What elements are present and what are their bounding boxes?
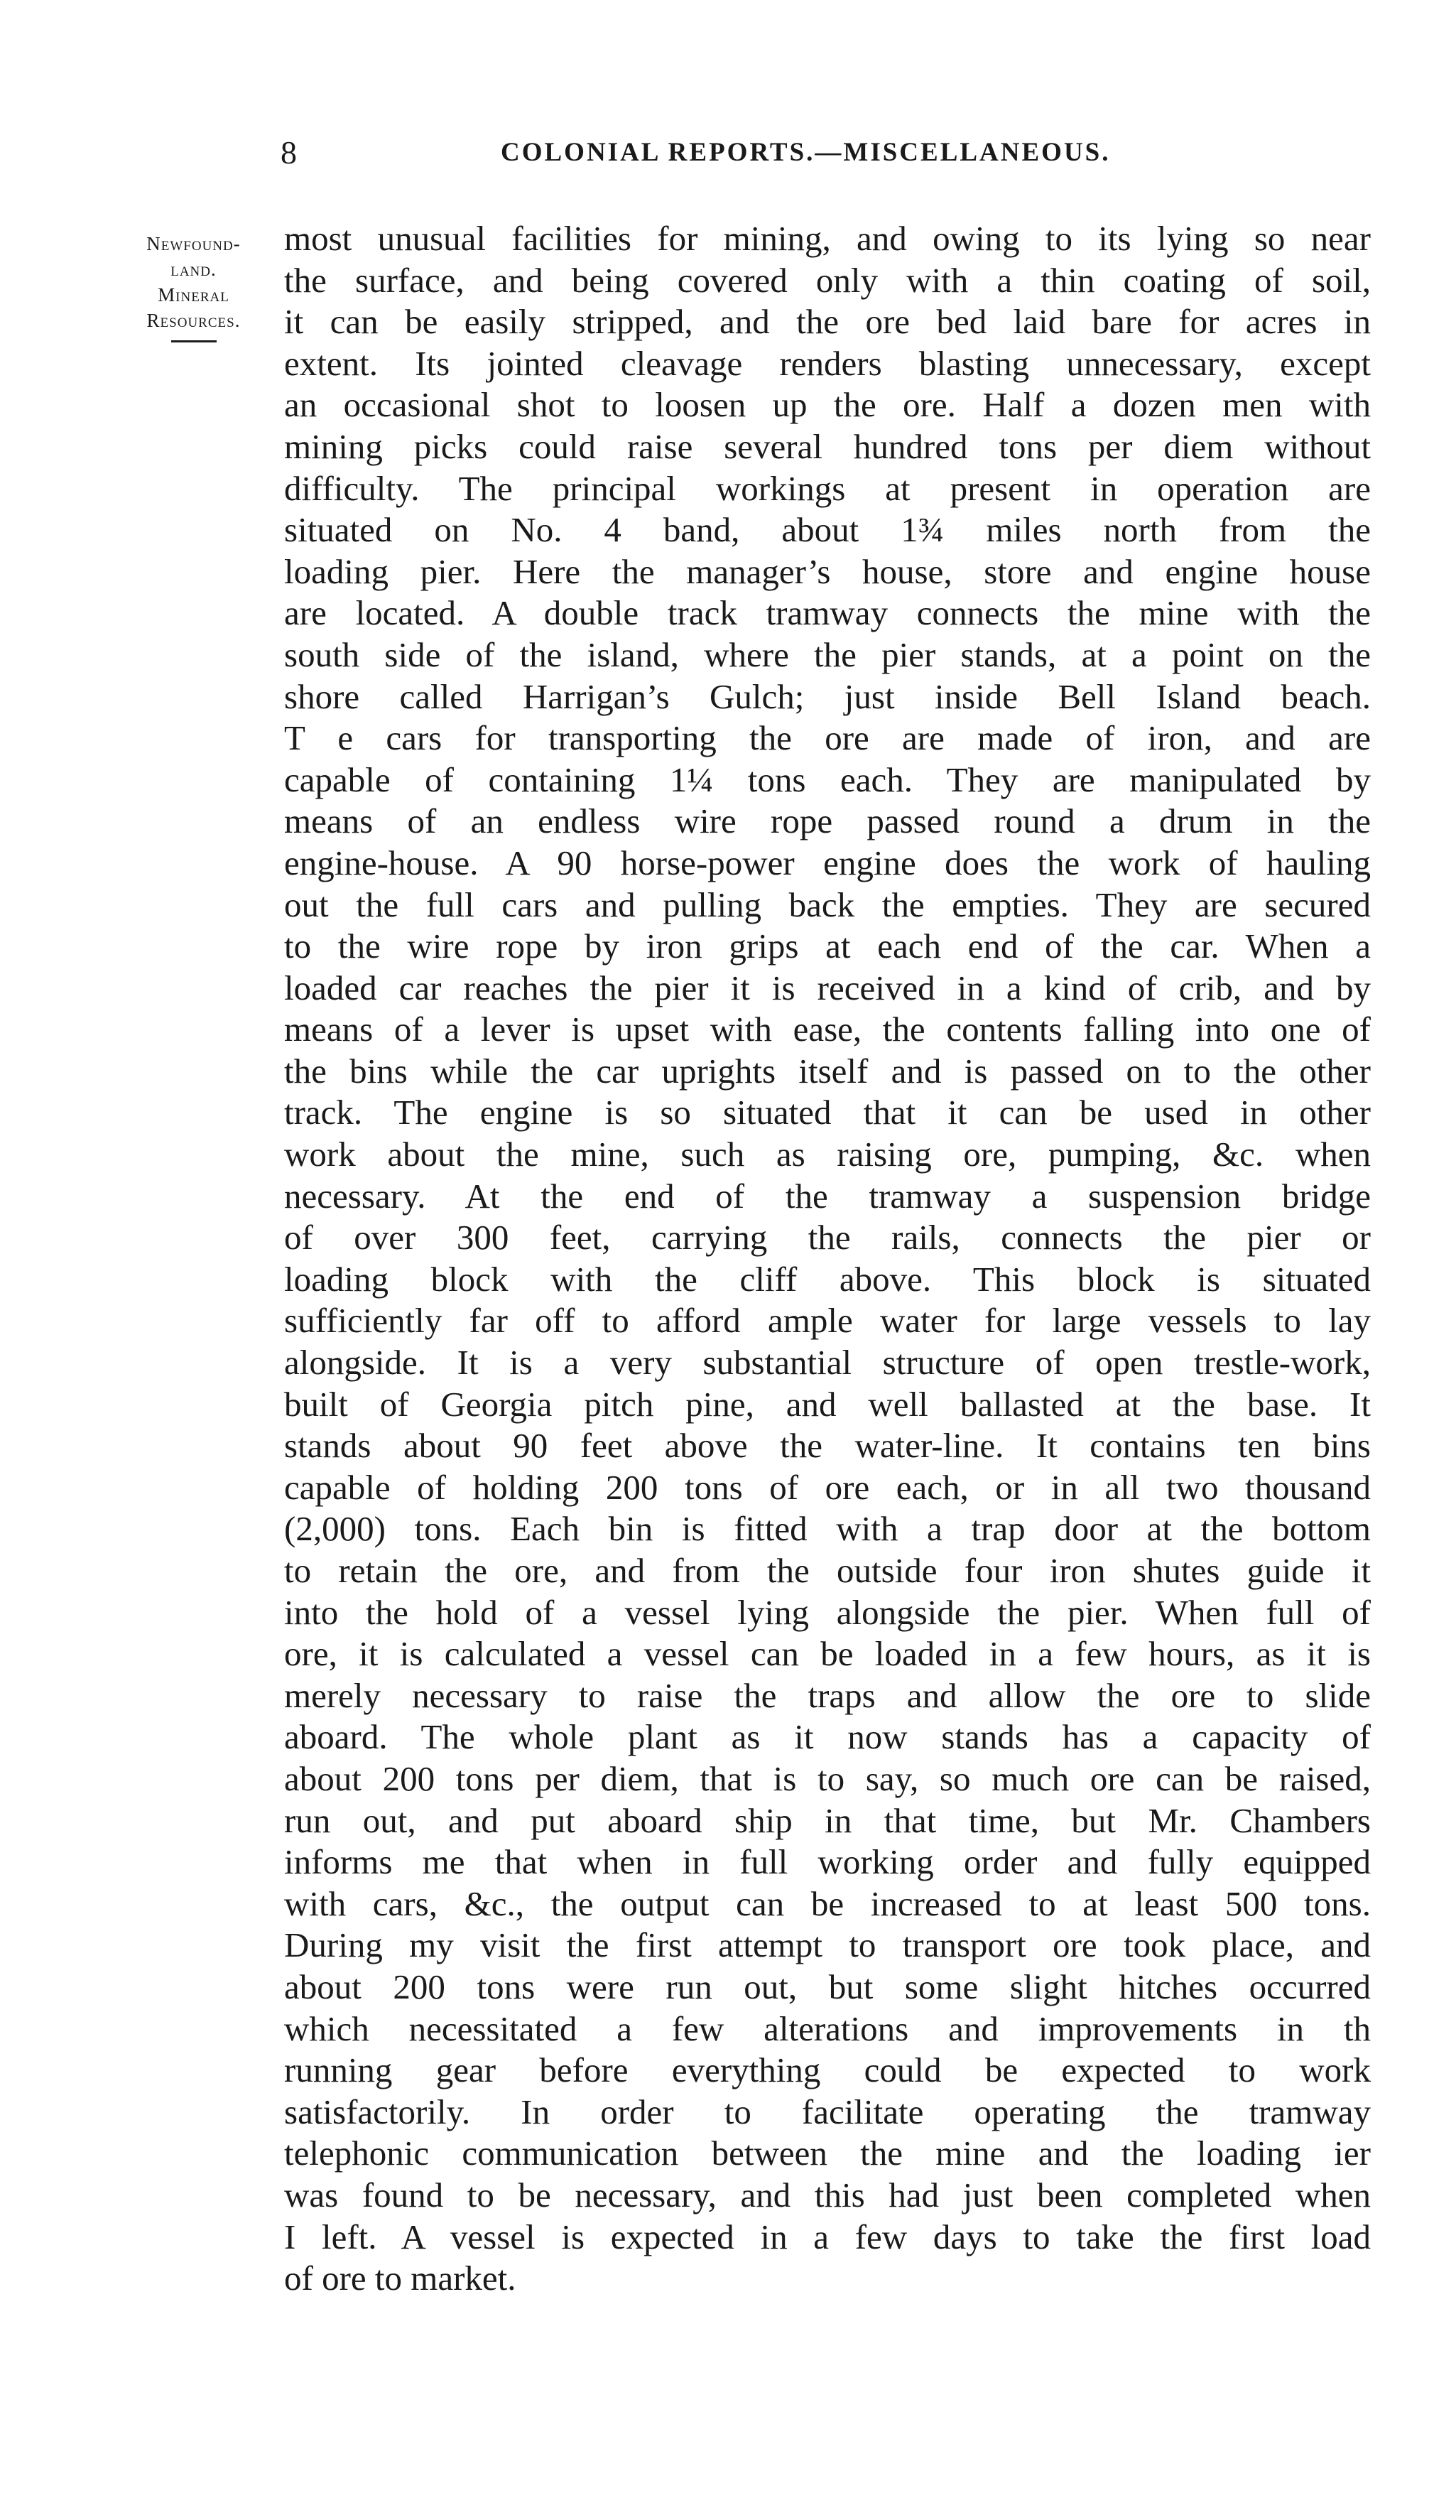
text-line: situated on No. 4 band, about 1¾ miles north from the (284, 510, 1371, 550)
text-line: out the full cars and pulling back the empties. They are secured (284, 885, 1371, 924)
text-line: to the wire rope by iron grips at each end of the car. When a (284, 926, 1371, 966)
text-line: alongside. It is a very substantial structure of open trestle-work, (284, 1343, 1371, 1383)
text-line: are located. A double track tramway connects the mine with the (284, 593, 1371, 633)
text-line: built of Georgia pitch pine, and well ballasted at the base. It (284, 1384, 1371, 1424)
sidenote-line: Resources. (146, 310, 241, 331)
text-line: shore called Harrigan’s Gulch; just inside Bell Island beach. (284, 676, 1371, 716)
text-line: (2,000) tons. Each bin is fitted with a trap door at the bottom (284, 1509, 1371, 1549)
running-head: COLONIAL REPORTS.—MISCELLANEOUS. (501, 138, 1111, 167)
text-line: about 200 tons per diem, that is to say, so much ore can be raised, (284, 1758, 1371, 1798)
sidenote-line: land. (170, 259, 217, 280)
text-line: running gear before everything could be expected to work (284, 2050, 1371, 2090)
text-line: sufficiently far off to afford ample water for large vessels to lay (284, 1301, 1371, 1341)
text-line: means of a lever is upset with ease, the contents falling into one of (284, 1010, 1371, 1049)
text-line: into the hold of a vessel lying alongside the pier. When full of (284, 1592, 1371, 1632)
text-line: loaded car reaches the pier it is received in a kind of crib, and by (284, 968, 1371, 1007)
text-line: satisfactorily. In order to facilitate operating the tramway (284, 2092, 1371, 2131)
sidenote-line: Newfound- (146, 233, 241, 254)
text-line: aboard. The whole plant as it now stands has a capacity of (284, 1717, 1371, 1757)
text-line: the surface, and being covered only with a thin coating of soil, (284, 260, 1371, 300)
text-line: work about the mine, such as raising ore, pumping, &c. when (284, 1135, 1371, 1174)
page-header (281, 131, 1367, 174)
text-line: the bins while the car uprights itself and is passed on to the other (284, 1051, 1371, 1091)
text-line: informs me that when in full working order and fully equipped (284, 1842, 1371, 1882)
sidenote-line: Mineral (158, 284, 229, 305)
text-line: run out, and put aboard ship in that time, but Mr. Chambers (284, 1800, 1371, 1840)
text-line: capable of holding 200 tons of ore each, or in all two thousand (284, 1467, 1371, 1507)
text-line: means of an endless wire rope passed round a drum in the (284, 801, 1371, 841)
text-line: During my visit the first attempt to transport ore took place, and (284, 1925, 1371, 1965)
text-line: loading block with the cliff above. This block is situated (284, 1259, 1371, 1299)
text-line: engine-house. A 90 horse-power engine does the work of hauling (284, 843, 1371, 882)
text-line: most unusual facilities for mining, and owing to its lying so near (284, 219, 1371, 258)
text-line: merely necessary to raise the traps and allow the ore to slide (284, 1675, 1371, 1715)
text-line: ore, it is calculated a vessel can be loaded in a few hours, as it is (284, 1634, 1371, 1674)
text-line: of ore to market. (284, 2259, 516, 2298)
text-line: was found to be necessary, and this had just been completed when (284, 2175, 1371, 2215)
text-line: loading pier. Here the manager’s house, store and engine house (284, 551, 1371, 591)
margin-sidenote (92, 231, 295, 342)
text-line: telephonic communication between the mine and the loading ier (284, 2134, 1371, 2173)
page-number: 8 (281, 134, 297, 171)
sidenote-rule (171, 340, 217, 342)
text-line: mining picks could raise several hundred tons per diem without (284, 426, 1371, 466)
text-line: which necessitated a few alterations and improvements in th (284, 2008, 1371, 2048)
text-line: difficulty. The principal workings at present in operation are (284, 468, 1371, 508)
text-line: to retain the ore, and from the outside four iron shutes guide it (284, 1551, 1371, 1590)
text-line: of over 300 feet, carrying the rails, connects the pier or (284, 1218, 1371, 1258)
text-line: extent. Its jointed cleavage renders blasting unnecessary, except (284, 343, 1371, 383)
text-line: an occasional shot to loosen up the ore. Half a dozen men with (284, 385, 1371, 425)
text-line: it can be easily stripped, and the ore bed laid bare for acres in (284, 302, 1371, 342)
text-line: T e cars for transporting the ore are made of iron, and are (284, 718, 1371, 758)
text-line: necessary. At the end of the tramway a suspension bridge (284, 1176, 1371, 1216)
text-line: with cars, &c., the output can be increased to at least 500 tons. (284, 1883, 1371, 1923)
text-line: track. The engine is so situated that it can be used in other (284, 1093, 1371, 1132)
text-line: south side of the island, where the pier stands, at a point on the (284, 634, 1371, 674)
text-line: stands about 90 feet above the water-line. It contains ten bins (284, 1426, 1371, 1466)
text-line: I left. A vessel is expected in a few days to take the first load (284, 2217, 1371, 2256)
body-paragraph (284, 218, 1371, 2300)
text-line: about 200 tons were run out, but some slight hitches occurred (284, 1967, 1371, 2006)
text-line: capable of containing 1¼ tons each. They are manipulated by (284, 759, 1371, 799)
